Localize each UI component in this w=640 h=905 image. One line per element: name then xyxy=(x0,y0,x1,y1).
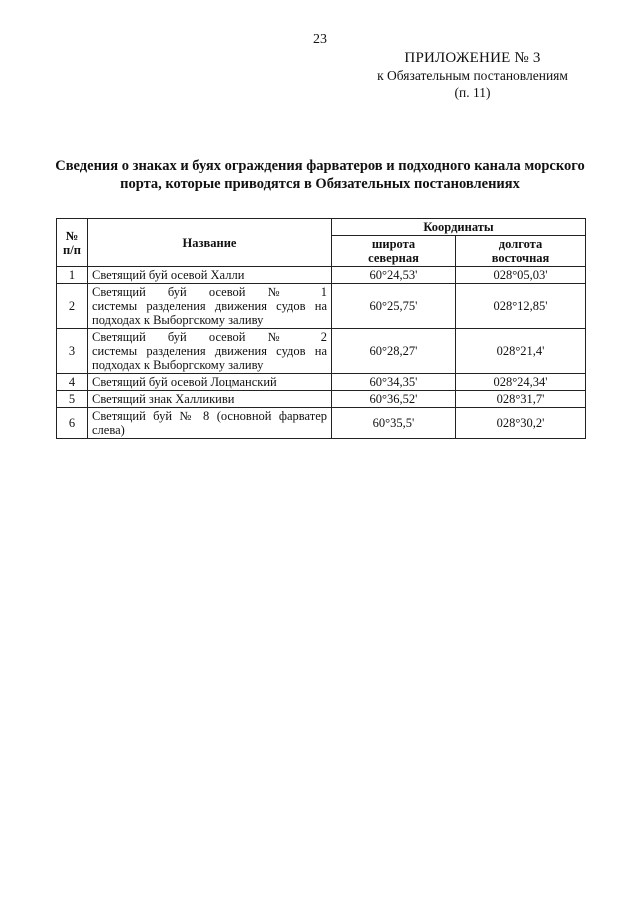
row-longitude: 028°12,85' xyxy=(456,284,586,329)
page-number: 23 xyxy=(313,32,327,47)
row-name-line: Светящий буй осевой Лоцманский xyxy=(92,375,277,389)
table-row xyxy=(57,284,586,329)
header-longitude xyxy=(456,236,586,267)
header-latitude-line-2: северная xyxy=(368,251,419,265)
row-name xyxy=(88,374,332,391)
row-name-line: Светящий буй осевой № 2 xyxy=(92,330,327,344)
row-longitude: 028°24,34' xyxy=(456,374,586,391)
row-name-line: Светящий буй осевой № 1 xyxy=(92,285,327,299)
row-longitude: 028°30,2' xyxy=(456,408,586,439)
table-row xyxy=(57,267,586,284)
table-body xyxy=(57,267,586,439)
header-longitude-line-1: долгота xyxy=(498,237,543,251)
appendix-block xyxy=(355,50,590,101)
table-row xyxy=(57,408,586,439)
header-coordinates: Координаты xyxy=(332,219,586,236)
row-name-line: системы разделения движения судов на xyxy=(92,299,327,313)
table-header xyxy=(57,219,586,267)
row-name xyxy=(88,391,332,408)
row-name-line: Светящий буй № 8 (основной фарватер xyxy=(92,409,327,423)
row-name-line: подходах к Выборгскому заливу xyxy=(92,313,264,327)
row-name xyxy=(88,408,332,439)
row-number: 4 xyxy=(57,374,88,391)
row-number: 3 xyxy=(57,329,88,374)
row-latitude: 60°24,53' xyxy=(332,267,456,284)
row-name xyxy=(88,329,332,374)
table-row xyxy=(57,391,586,408)
appendix-clause: (п. 11) xyxy=(454,85,491,100)
appendix-title: ПРИЛОЖЕНИЕ № 3 xyxy=(404,50,541,66)
header-number-line-2: п/п xyxy=(63,242,81,257)
heading-line-1: Сведения о знаках и буях ограждения фарватеров и подходного канала морского xyxy=(55,158,585,174)
row-name xyxy=(88,267,332,284)
buoys-table xyxy=(56,218,586,439)
row-number: 1 xyxy=(57,267,88,284)
row-name xyxy=(88,284,332,329)
header-longitude-line-2: восточная xyxy=(491,251,550,265)
row-latitude: 60°28,27' xyxy=(332,329,456,374)
header-latitude-line-1: широта xyxy=(371,237,416,251)
row-name-line: слева) xyxy=(92,423,125,437)
row-name-line: системы разделения движения судов на xyxy=(92,344,327,358)
header-name: Название xyxy=(88,219,332,267)
row-longitude: 028°21,4' xyxy=(456,329,586,374)
row-latitude: 60°35,5' xyxy=(332,408,456,439)
row-latitude: 60°34,35' xyxy=(332,374,456,391)
row-longitude: 028°05,03' xyxy=(456,267,586,284)
table-row xyxy=(57,329,586,374)
header-number-line-1: № xyxy=(65,228,79,243)
row-number: 2 xyxy=(57,284,88,329)
appendix-subtitle: к Обязательным постановлениям xyxy=(377,68,568,83)
row-name-line: Светящий буй осевой Халли xyxy=(92,268,245,282)
row-number: 6 xyxy=(57,408,88,439)
row-number: 5 xyxy=(57,391,88,408)
row-name-line: подходах к Выборгскому заливу xyxy=(92,358,264,372)
table-row xyxy=(57,374,586,391)
header-number xyxy=(57,219,88,267)
header-latitude xyxy=(332,236,456,267)
heading-line-2: порта, которые приводятся в Обязательных постановлениях xyxy=(120,176,520,192)
row-name-line: Светящий знак Халликиви xyxy=(92,392,235,406)
row-latitude: 60°25,75' xyxy=(332,284,456,329)
document-heading xyxy=(40,157,600,193)
row-longitude: 028°31,7' xyxy=(456,391,586,408)
row-latitude: 60°36,52' xyxy=(332,391,456,408)
